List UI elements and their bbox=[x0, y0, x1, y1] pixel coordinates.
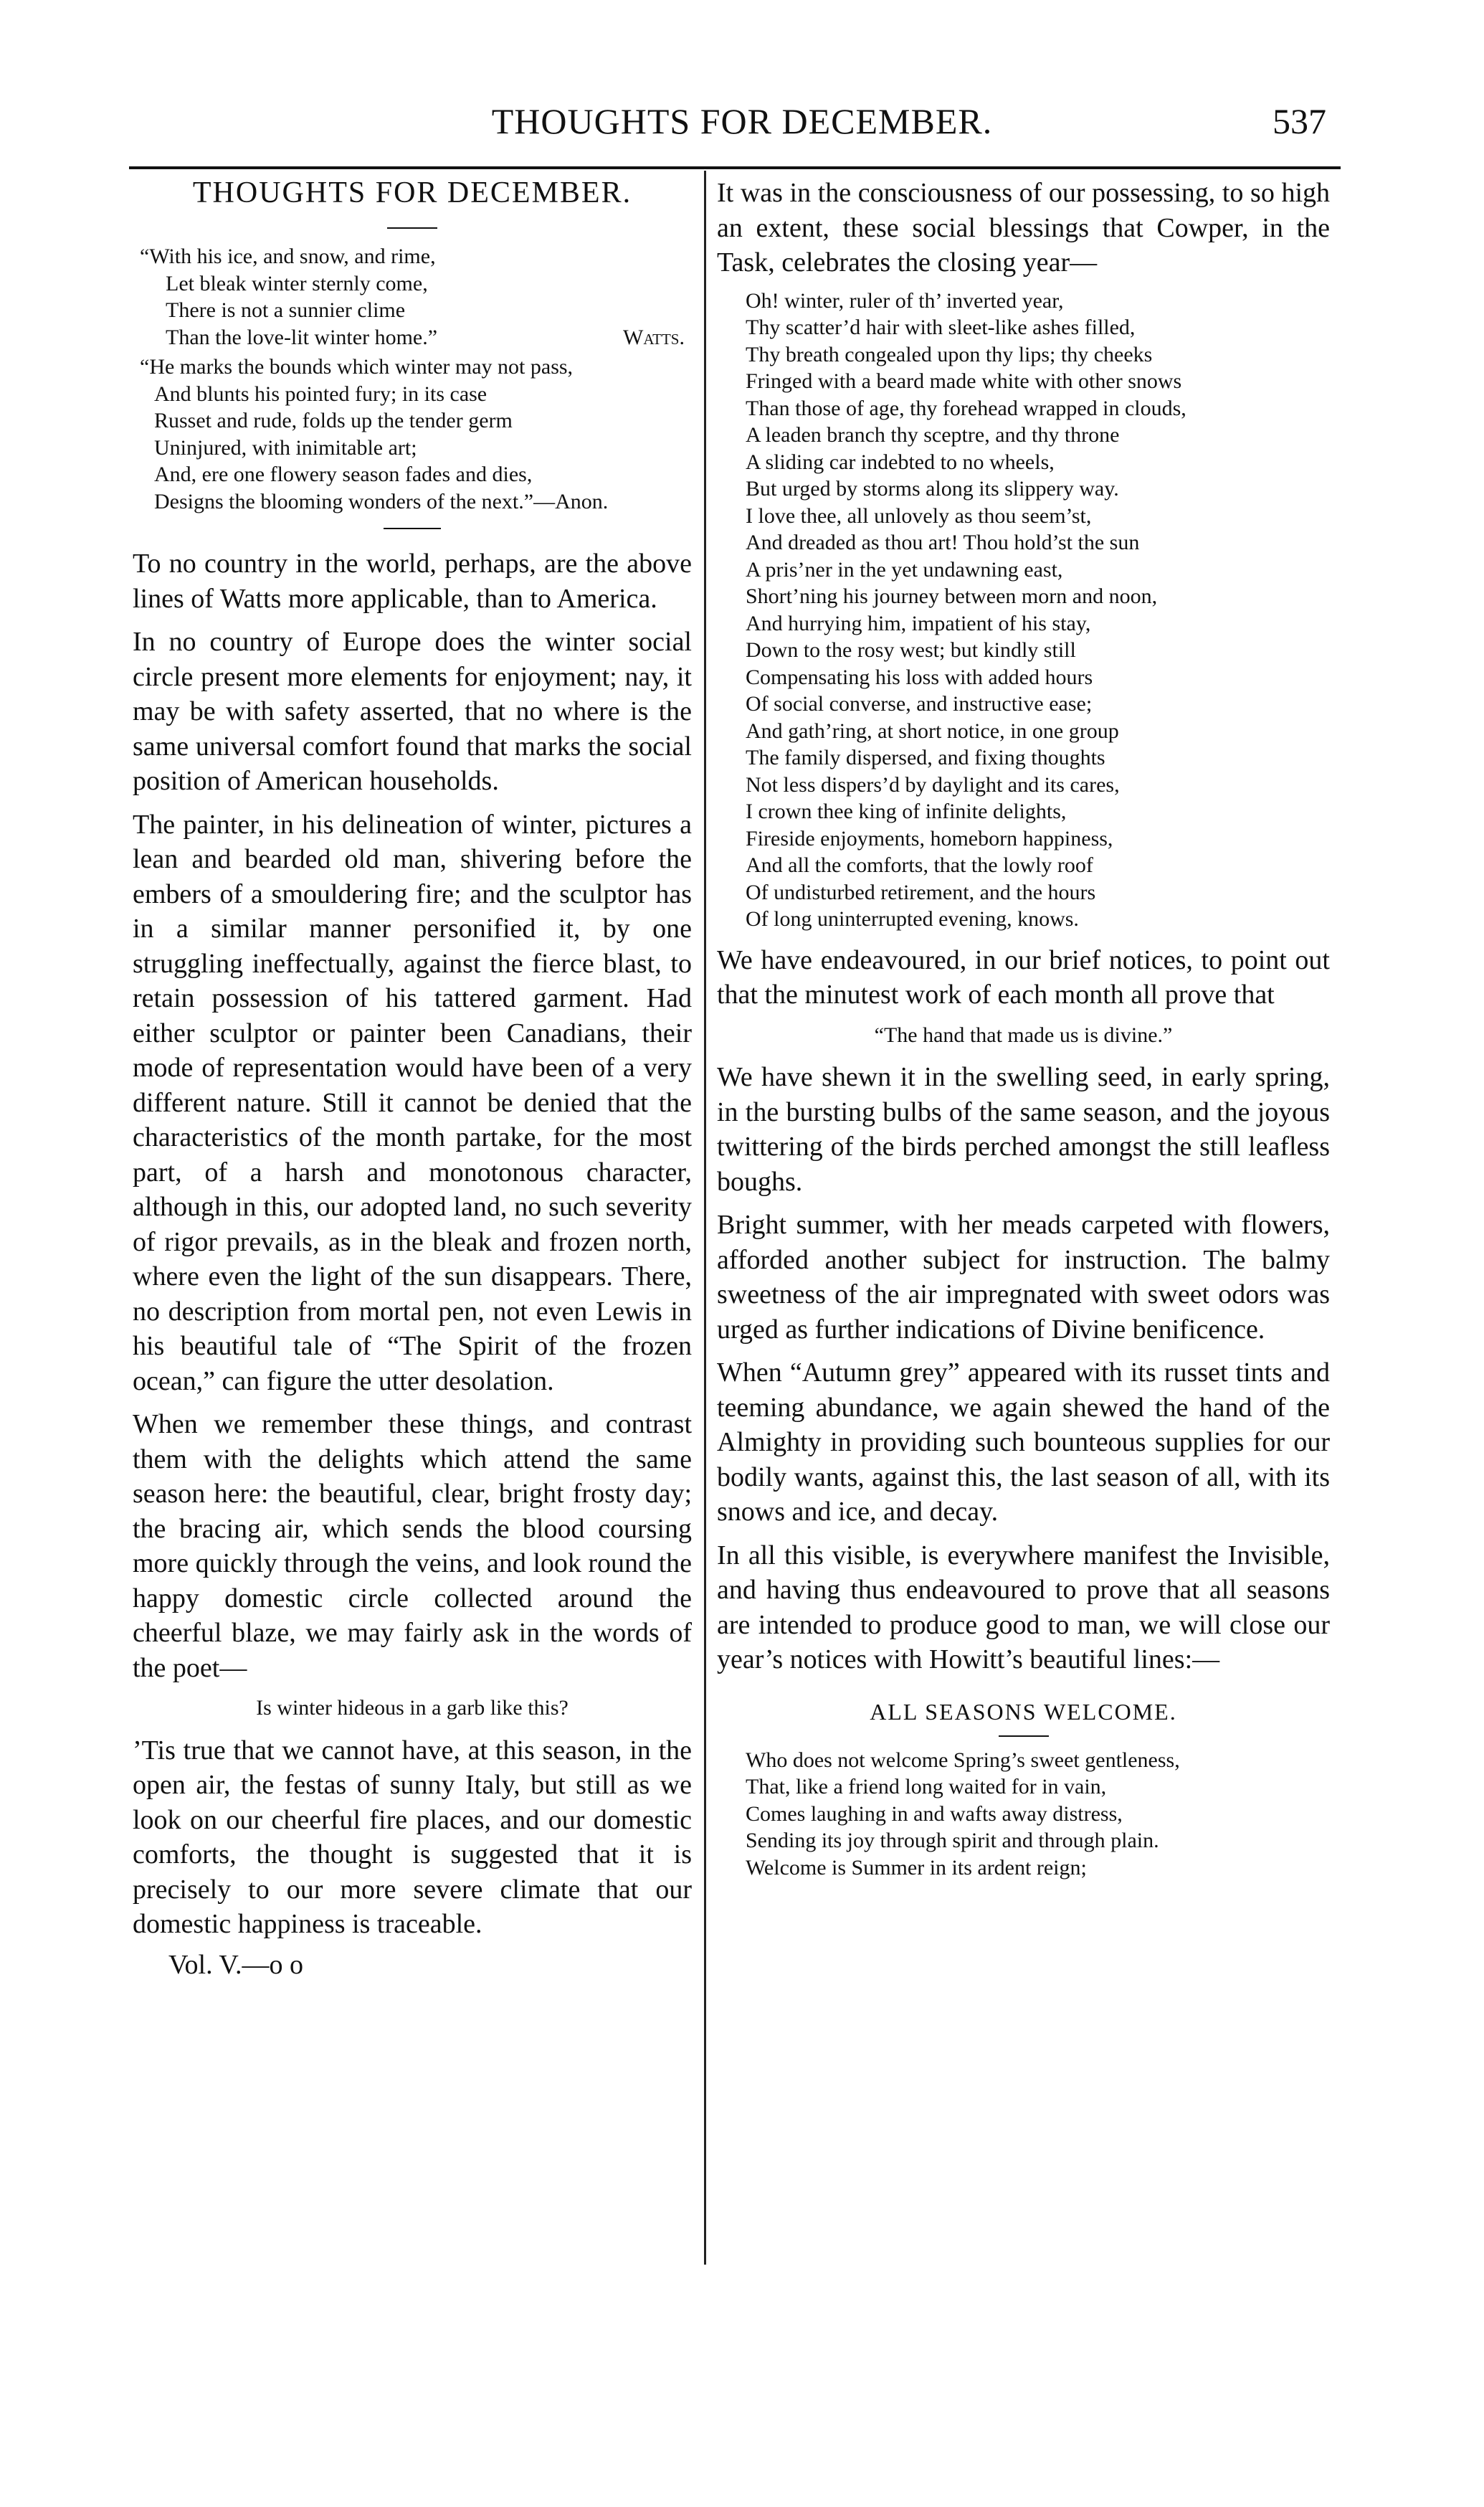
paragraph: We have endeavoured, in our brief notices, to point out that the minutest work of each month all prove that bbox=[717, 944, 1330, 1010]
epigraph-line: And, ere one flowery season fades and dies, bbox=[154, 463, 533, 486]
poem-title-rule bbox=[999, 1735, 1049, 1737]
poem-line: Of long uninterrupted evening, knows. bbox=[746, 907, 1079, 931]
task-poem bbox=[717, 288, 1330, 933]
poem-line: Fringed with a beard made white with other snows bbox=[746, 369, 1182, 393]
all-seasons-poem bbox=[717, 1747, 1330, 1882]
poem-line: I crown thee king of infinite delights, bbox=[746, 800, 1067, 823]
poem-line: Thy scatter’d hair with sleet-like ashes filled, bbox=[746, 316, 1136, 339]
paragraph: In no country of Europe does the winter social circle present more elements for enjoyment; nay, it may be with safety asserted, that no where is the same universal comfort found that marks the social position of American households. bbox=[133, 627, 692, 796]
poem-line: A pris’ner in the yet undawning east, bbox=[746, 557, 1063, 582]
epigraph-line: And blunts his pointed fury; in its case bbox=[154, 382, 487, 406]
paragraph: In all this visible, is everywhere manifest the Invisible, and having thus endeavoured to prove that all seasons are intended to produce good to man, we will close our year’s notices with Howitt’s beautiful lines:— bbox=[717, 1540, 1330, 1674]
poem-line: And gath’ring, at short notice, in one group bbox=[746, 719, 1119, 743]
poem-line: And dreaded as thou art! Thou hold’st the sun bbox=[746, 531, 1140, 554]
poem-line: Thy breath congealed upon thy lips; thy cheeks bbox=[746, 342, 1153, 366]
epigraph-rule bbox=[384, 528, 441, 529]
epigraph-line: Uninjured, with inimitable art; bbox=[154, 435, 417, 460]
running-head bbox=[0, 100, 1484, 151]
epigraph-line: “With his ice, and snow, and rime, bbox=[140, 245, 436, 268]
epigraph-line: Designs the blooming wonders of the next.”—Anon. bbox=[154, 489, 609, 513]
header-rule bbox=[129, 166, 1341, 169]
paragraph: ’Tis true that we cannot have, at this season, in the open air, the festas of sunny Italy, but still as we look on our cheerful fire places, and our domestic comforts, the thought is suggested that it is precisely to our more severe climate that our domestic happiness is traceable. bbox=[133, 1735, 692, 1939]
poem-line: Of undisturbed retirement, and the hours bbox=[746, 880, 1096, 904]
poem-line: Not less dispers’d by daylight and its cares, bbox=[746, 772, 1120, 797]
paragraph: When “Autumn grey” appeared with its russet tints and teeming abundance, we again shewed the hand of the Almighty in providing such bounteous supplies for our bodily wants, against this, the last season of all, with its snows and ice, and decay. bbox=[717, 1357, 1330, 1527]
poem-line: That, like a friend long waited for in vain, bbox=[746, 1775, 1107, 1798]
poem-line: And all the comforts, that the lowly roof bbox=[746, 853, 1093, 877]
epigraph-anon bbox=[133, 354, 692, 515]
article-title: THOUGHTS FOR DECEMBER. bbox=[192, 176, 632, 209]
epigraph-line: Let bleak winter sternly come, bbox=[166, 271, 428, 295]
paragraph: We have shewn it in the swelling seed, in early spring, in the bursting bulbs of the same season, and the joyous twittering of the birds perched amongst the still leafless boughs. bbox=[717, 1062, 1330, 1197]
poet-question: Is winter hideous in a garb like this? bbox=[256, 1696, 569, 1720]
poem-line: Of social converse, and instructive ease; bbox=[746, 692, 1093, 716]
poem-line: Oh! winter, ruler of th’ inverted year, bbox=[746, 288, 1064, 313]
poem-line: Welcome is Summer in its ardent reign; bbox=[746, 1855, 1087, 1880]
poem-line: The family dispersed, and fixing thoughts bbox=[746, 746, 1105, 769]
poem-title: ALL SEASONS WELCOME. bbox=[870, 1698, 1177, 1725]
poem-line: Who does not welcome Spring’s sweet gentleness, bbox=[746, 1748, 1180, 1772]
right-body-2 bbox=[717, 943, 1330, 1677]
epigraph-line-text: Than the love-lit winter home.” bbox=[166, 325, 438, 349]
poem-line: Sending its joy through spirit and through plain. bbox=[746, 1829, 1159, 1852]
paragraph: To no country in the world, perhaps, are the above lines of Watts more applicable, than to America. bbox=[133, 549, 692, 614]
epigraph-line bbox=[140, 324, 692, 351]
poem-line: Fireside enjoyments, homeborn happiness, bbox=[746, 826, 1113, 850]
poem-line: Down to the rosy west; but kindly still bbox=[746, 638, 1076, 662]
poem-line: I love thee, all unlovely as thou seem’st, bbox=[746, 503, 1092, 528]
paragraph: When we remember these things, and contrast them with the delights which attend the same season here: the beautiful, clear, bright frosty day; the bracing air, which sends the blood coursing more quickly through the veins, and look round the happy domestic circle collected around the cheerful blaze, we may fairly ask in the words of the poet— bbox=[133, 1409, 692, 1683]
poem-line: Short’ning his journey between morn and noon, bbox=[746, 584, 1158, 608]
poem-line: Compensating his loss with added hours bbox=[746, 665, 1093, 689]
page-number: 537 bbox=[1273, 101, 1326, 141]
left-column bbox=[133, 176, 692, 1982]
poem-line: And hurrying him, impatient of his stay, bbox=[746, 611, 1091, 635]
poem-line: A leaden branch thy sceptre, and thy throne bbox=[746, 423, 1120, 447]
left-body bbox=[133, 546, 692, 1982]
volume-signature: Vol. V.—o o bbox=[168, 1949, 303, 1980]
epigraph-line: There is not a sunnier clime bbox=[166, 298, 406, 322]
poem-line: A sliding car indebted to no wheels, bbox=[746, 450, 1055, 474]
right-column bbox=[717, 176, 1330, 1881]
divine-quote: “The hand that made us is divine.” bbox=[874, 1023, 1173, 1047]
poem-line: Comes laughing in and wafts away distress, bbox=[746, 1801, 1123, 1826]
paragraph: The painter, in his delineation of winter, pictures a lean and bearded old man, shivering before the embers of a smouldering fire; and the sculptor has in a similar manner personified it, by one struggling ineffectually, against the fierce blast, to retain possession of his tattered garment. Had either sculptor or painter been Canadians, their mode of representation would have been of a very different nature. Still it cannot be denied that the characteristics of the month partake, for the most part, of a harsh and monotonous character, although in this, our adopted land, no such severity of rigor prevails, as in the bleak and frozen north, where even the light of the sun disappears. There, no description from mortal pen, not even Lewis in his beautiful tale of “The Spirit of the frozen ocean,” can figure the utter desolation. bbox=[133, 809, 692, 1396]
running-title: THOUGHTS FOR DECEMBER. bbox=[491, 101, 993, 141]
column-divider bbox=[704, 171, 706, 2265]
right-body bbox=[717, 176, 1330, 280]
epigraph-line: Russet and rude, folds up the tender germ bbox=[154, 409, 513, 432]
title-rule bbox=[387, 227, 437, 229]
poem-line: Than those of age, thy forehead wrapped in clouds, bbox=[746, 396, 1186, 420]
epigraph-attribution: Watts. bbox=[623, 325, 685, 349]
epigraph-line: “He marks the bounds which winter may not pass, bbox=[140, 355, 574, 379]
paragraph: It was in the consciousness of our possessing, to so high an extent, these social blessings that Cowper, in the Task, celebrates the closing year— bbox=[717, 178, 1330, 278]
poem-line: But urged by storms along its slippery way. bbox=[746, 477, 1119, 501]
epigraph-watts bbox=[133, 243, 692, 351]
paragraph: Bright summer, with her meads carpeted with flowers, afforded another subject for instruction. The balmy sweetness of the air impregnated with sweet odors was urged as further indications of Divine benificence. bbox=[717, 1210, 1330, 1345]
